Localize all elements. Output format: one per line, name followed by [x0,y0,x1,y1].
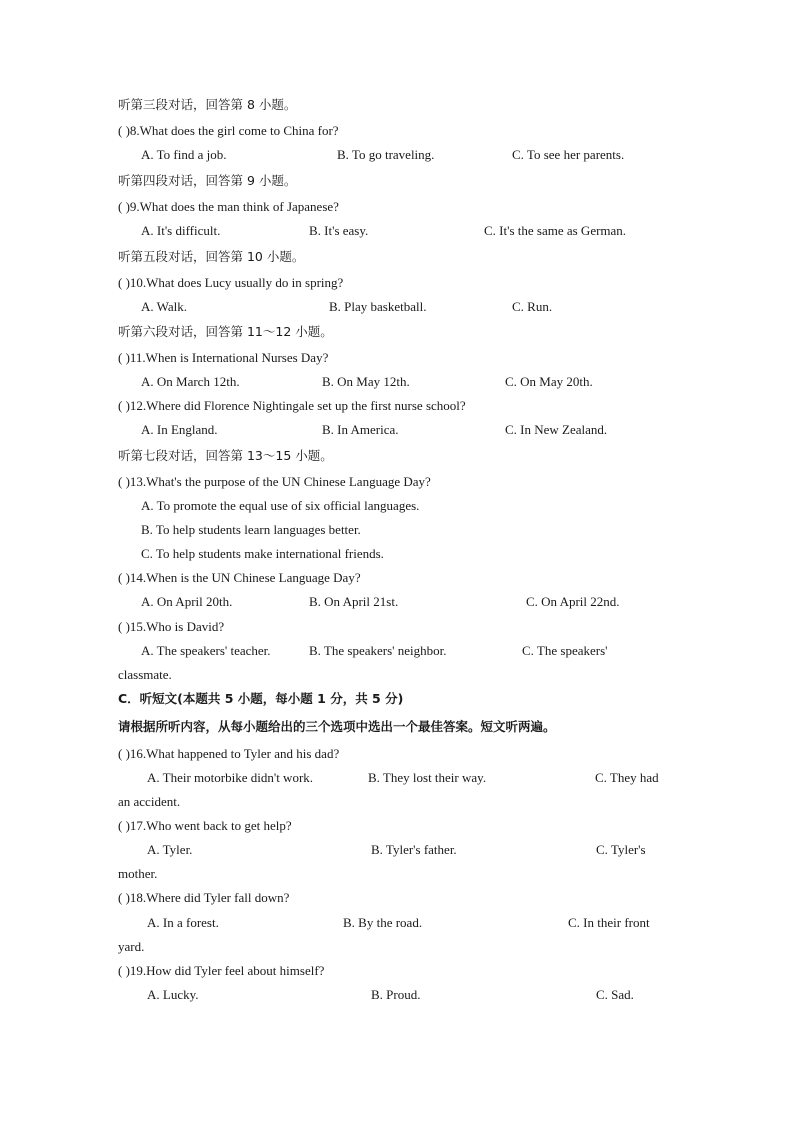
question-9-stem: ( )9.What does the man think of Japanese? [118,199,339,214]
question-17-option-b: B. Tyler's father. [371,842,457,857]
question-17-option-a: A. Tyler. [147,842,193,857]
question-8-option-b: B. To go traveling. [337,147,435,162]
question-13-stem: ( )13.What's the purpose of the UN Chinese Language Day? [118,474,431,489]
question-17-option-c: C. Tyler's [596,842,646,857]
question-12-option-c: C. In New Zealand. [505,422,608,437]
question-17-option-c-continued: mother. [118,866,158,881]
question-19-option-b: B. Proud. [371,987,421,1002]
question-14-option-a: A. On April 20th. [141,594,233,609]
question-14-stem: ( )14.When is the UN Chinese Language Day? [118,570,361,585]
section-heading-5: 听第五段对话，回答第 10 小题。 [118,249,305,264]
question-12-stem: ( )12.Where did Florence Nightingale set up the first nurse school? [118,398,466,413]
part-c-title: C．听短文(本题共 5 小题，每小题 1 分，共 5 分) [118,691,404,706]
section-heading-7: 听第七段对话，回答第 13～15 小题。 [118,448,333,463]
question-16-option-c-continued: an accident. [118,794,181,809]
question-14-option-c: C. On April 22nd. [526,594,620,609]
question-8-option-a: A. To find a job. [141,147,227,162]
section-heading-3: 听第三段对话，回答第 8 小题。 [118,97,297,112]
question-16-option-b: B. They lost their way. [368,770,487,785]
question-19-stem: ( )19.How did Tyler feel about himself? [118,963,325,978]
question-16-option-a: A. Their motorbike didn't work. [147,770,314,785]
question-9-option-b: B. It's easy. [309,223,369,238]
question-9-option-a: A. It's difficult. [141,223,221,238]
question-10-option-c: C. Run. [512,299,553,314]
part-c-instructions: 请根据所听内容，从每小题给出的三个选项中选出一个最佳答案。短文听两遍。 [118,719,556,734]
question-13-option-a: A. To promote the equal use of six official languages. [141,498,420,513]
question-10-option-b: B. Play basketball. [329,299,427,314]
question-10-stem: ( )10.What does Lucy usually do in spring? [118,275,344,290]
question-16-option-c: C. They had [595,770,659,785]
question-11-option-a: A. On March 12th. [141,374,240,389]
question-18-option-c-continued: yard. [118,939,145,954]
question-15-stem: ( )15.Who is David? [118,619,225,634]
question-15-option-a: A. The speakers' teacher. [141,643,271,658]
question-18-option-b: B. By the road. [343,915,423,930]
question-11-option-b: B. On May 12th. [322,374,410,389]
section-heading-6: 听第六段对话，回答第 11～12 小题。 [118,324,333,339]
question-11-stem: ( )11.When is International Nurses Day? [118,350,329,365]
question-15-option-c-continued: classmate. [118,667,172,682]
question-18-stem: ( )18.Where did Tyler fall down? [118,890,290,905]
question-9-option-c: C. It's the same as German. [484,223,627,238]
question-17-stem: ( )17.Who went back to get help? [118,818,292,833]
question-15-option-b: B. The speakers' neighbor. [309,643,447,658]
question-13-option-b: B. To help students learn languages better. [141,522,361,537]
question-8-stem: ( )8.What does the girl come to China for? [118,123,339,138]
question-13-option-c: C. To help students make international friends. [141,546,384,561]
question-10-option-a: A. Walk. [141,299,188,314]
question-16-stem: ( )16.What happened to Tyler and his dad? [118,746,340,761]
question-14-option-b: B. On April 21st. [309,594,399,609]
question-19-option-a: A. Lucky. [147,987,199,1002]
question-12-option-b: B. In America. [322,422,399,437]
question-12-option-a: A. In England. [141,422,218,437]
section-heading-4: 听第四段对话，回答第 9 小题。 [118,173,297,188]
question-8-option-c: C. To see her parents. [512,147,625,162]
question-11-option-c: C. On May 20th. [505,374,593,389]
question-19-option-c: C. Sad. [596,987,634,1002]
question-18-option-a: A. In a forest. [147,915,219,930]
question-15-option-c: C. The speakers' [522,643,608,658]
question-18-option-c: C. In their front [568,915,650,930]
